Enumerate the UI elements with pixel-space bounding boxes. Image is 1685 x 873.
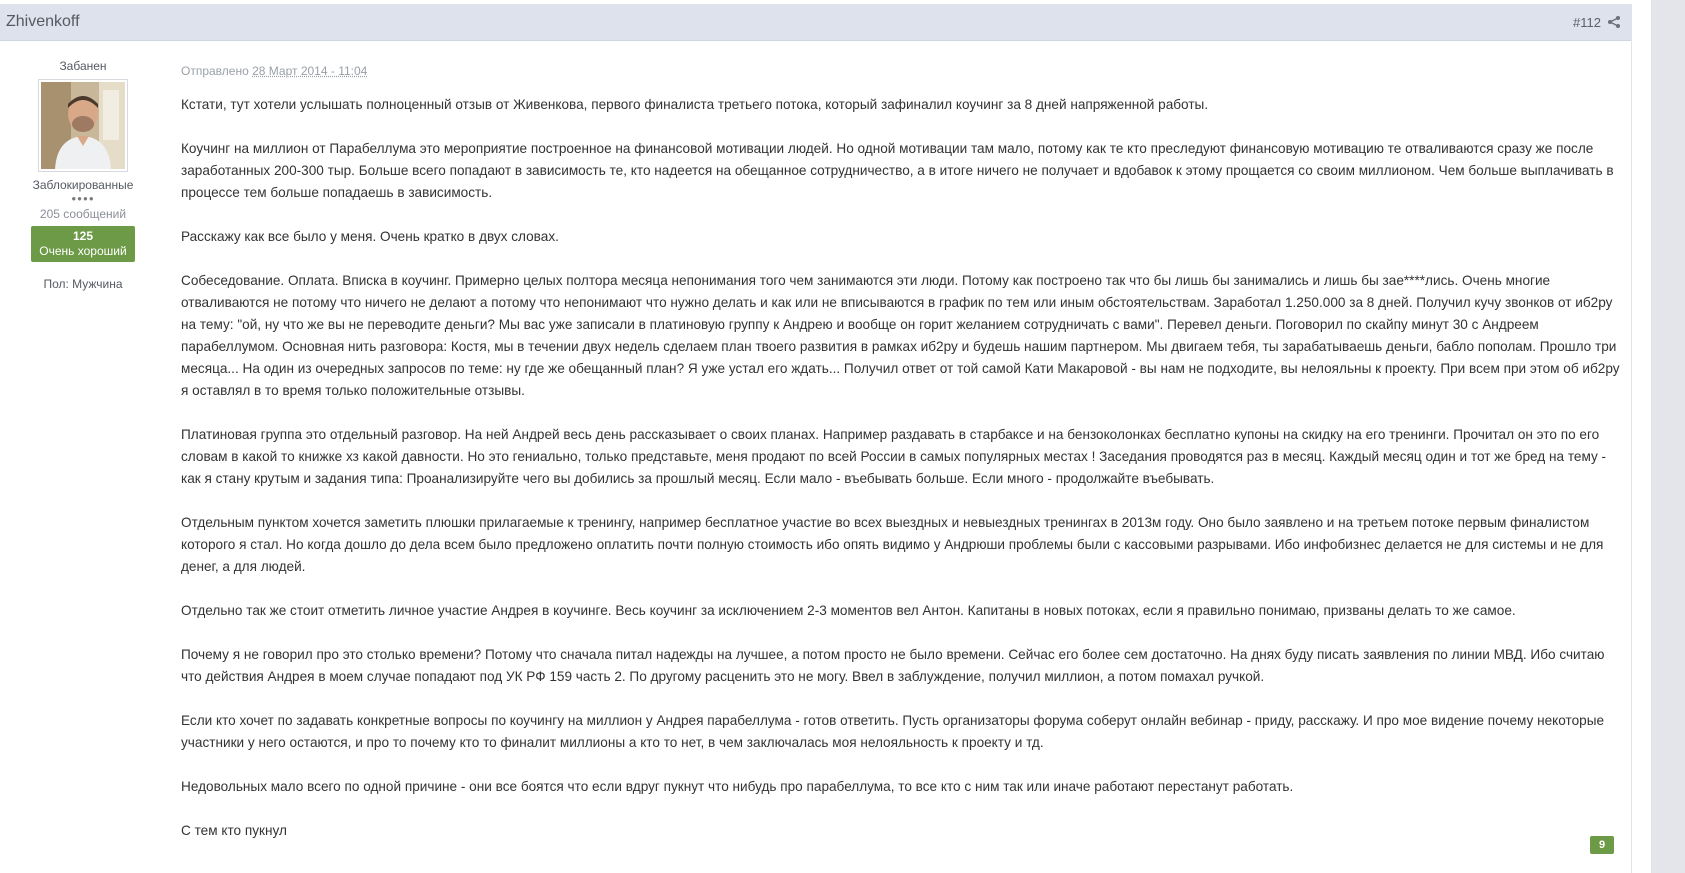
post-meta-prefix: Отправлено — [181, 64, 249, 78]
post-paragraph: Кстати, тут хотели услышать полноценный отзыв от Живенкова, первого финалиста третьего потока, который зафиналил коучинг за 8 дней напряженной работы. — [181, 97, 1209, 112]
scrollbar[interactable] — [1651, 0, 1685, 873]
author-sidebar — [18, 56, 148, 291]
reputation-value: 125 — [72, 229, 94, 243]
post-paragraph: Собеседование. Оплата. Вписка в коучинг. Примерно целых полтора месяца непонимания того чем занимаются эти люди. Потому как построено так что бы лишь бы занимались и лишь бы зае****лись. Очень многие отваливаются не потому что ничего не делают а потому что непонимают что нужно делать и как или не вписываются в график по тем или иным обстоятельствам. Заработал 1.250.000 за 8 дней. Получил кучу звонков от иб2ру на тему: "ой, ну что же вы не переводите деньги? Мы вас уже записали в платиновую группу к Андрею и вообще он горит желанием сотрудничать с вами". Перевел деньги. Поговорил по скайпу минут 30 с Андреем парабеллумом. Основная нить разговора: Костя, мы в течении двух недель сделаем план твоего развития в рамках иб2ру и будешь нашим партнером. Мы двигаем тебя, ты зарабатываешь деньги, бабло пополам. Прошло три месяца... На один из очередных запросов по теме: ну где же обещанный план? Я уже устал его ждать... Получил ответ от той самой Кати Макаровой - вы нам не подходите, вы нелояльны к проекту. При всем при этом об иб2ру я оставлял в то время только положительные отзывы. — [181, 273, 1620, 398]
forum-post — [0, 4, 1632, 873]
post-paragraph: Недовольных мало всего по одной причине - они все боятся что если вдруг пукнут что нибудь про парабеллума, то все кто с ним так или иначе работают перестанут работать. — [181, 779, 1294, 794]
post-paragraph: Платиновая группа это отдельный разговор. На ней Андрей весь день рассказывает о своих планах. Например раздавать в старбаксе и на бензоколонках бесплатно купоны на скидку на его тренинги. Прочитал он это по его словам в какой то книжке хз какой давности. Но это гениально, только представьте, меня продают по всей России в самых популярных местах ! Заседания проводятся раз в месяц. Каждый месяц один и тот же бред на тему - как я стану крутым и задания типа: Проанализируйте чего вы добились за прошлый месяц. Если мало - въебывать больше. Если много - продолжайте въебывать. — [181, 427, 1607, 486]
post-paragraph: Почему я не говорил про это столько времени? Потому что сначала питал надежды на лучшее, а потом просто не было времени. Сейчас его более сем достаточно. На днях буду писать заявления по линии МВД. Ибо считаю что действия Андрея в моем случае попадают под УК РФ 159 часть 2. По другому расценить это не могу. Ввел в заблуждение, получил миллион, а потом помахал ручкой. — [181, 647, 1605, 684]
avatar[interactable] — [38, 79, 128, 172]
reputation-label: Очень хороший — [39, 244, 127, 258]
post-number-wrap — [1573, 15, 1625, 30]
avatar-image — [41, 82, 125, 169]
share-icon[interactable] — [1607, 15, 1621, 29]
member-group: Заблокированные — [32, 178, 134, 192]
post-count: 205 сообщений — [39, 207, 127, 221]
post-paragraph: Отдельным пунктом хочется заметить плюшки прилагаемые к тренингу, например бесплатное участие во всех выездных и невыездных тренингах в 2013м году. Оно было заявлено и на третьем потоке первым финалистом которого я стал. Но когда дошло до дела всем было предложено оплатить почти полную стоимость ибо опять видимо у Андрюши проблемы были с кассовыми разрывами. Ибо инфобизнес делается не для системы и не для денег, а для людей. — [181, 515, 1604, 574]
post-meta — [181, 60, 1621, 82]
reputation-box — [31, 226, 135, 262]
post-content — [181, 60, 1621, 864]
member-title: Забанен — [59, 59, 107, 73]
post-paragraph: Коучинг на миллион от Парабеллума это мероприятие построенное на финансовой мотивации людей. Но одной мотивации там мало, потому как те кто преследуют финансовую мотивацию те отваливаются сразу же после заработанных 200-300 тыр. Больше всего попадают в зависимость те, кто надеется на обещанное сотрудничество, а в итоге ничего не получает и вдобавок к этому прощается со своим миллионом. Чем больше выплачивать в процессе тем больше попадаешь в зависимость. — [181, 141, 1614, 200]
author-name-link[interactable]: Zhivenkoff — [6, 13, 80, 30]
post-paragraph: Расскажу как все было у меня. Очень кратко в двух словах. — [181, 229, 559, 244]
member-gender: Пол: Мужчина — [43, 277, 123, 291]
rank-pips: ●●●● — [71, 194, 95, 203]
post-number-link[interactable]: #112 — [1573, 14, 1601, 30]
post-date: 28 Март 2014 - 11:04 — [252, 64, 368, 78]
post-paragraph: Если кто хочет по задавать конкретные вопросы по коучингу на миллион у Андрея парабеллума - готов ответить. Пусть организаторы форума соберут онлайн вебинар - приду, расскажу. И про мое видение почему некоторые участники у него остаются, и про то почему кто то финалит миллионы а кто то нет, в чем заключалась моя нелояльность к проекту и тд. — [181, 713, 1605, 750]
post-header — [0, 4, 1631, 41]
scrollbar-thumb[interactable] — [1651, 0, 1685, 873]
post-reputation-badge[interactable]: 9 — [1590, 836, 1614, 854]
post-paragraph: Отдельно так же стоит отметить личное участие Андрея в коучинге. Весь коучинг за исключением 2-3 моментов вел Антон. Капитаны в новых потоках, если я правильно понимаю, призваны делать то же самое. — [181, 603, 1516, 618]
post-paragraph: С тем кто пукнул — [181, 823, 287, 838]
